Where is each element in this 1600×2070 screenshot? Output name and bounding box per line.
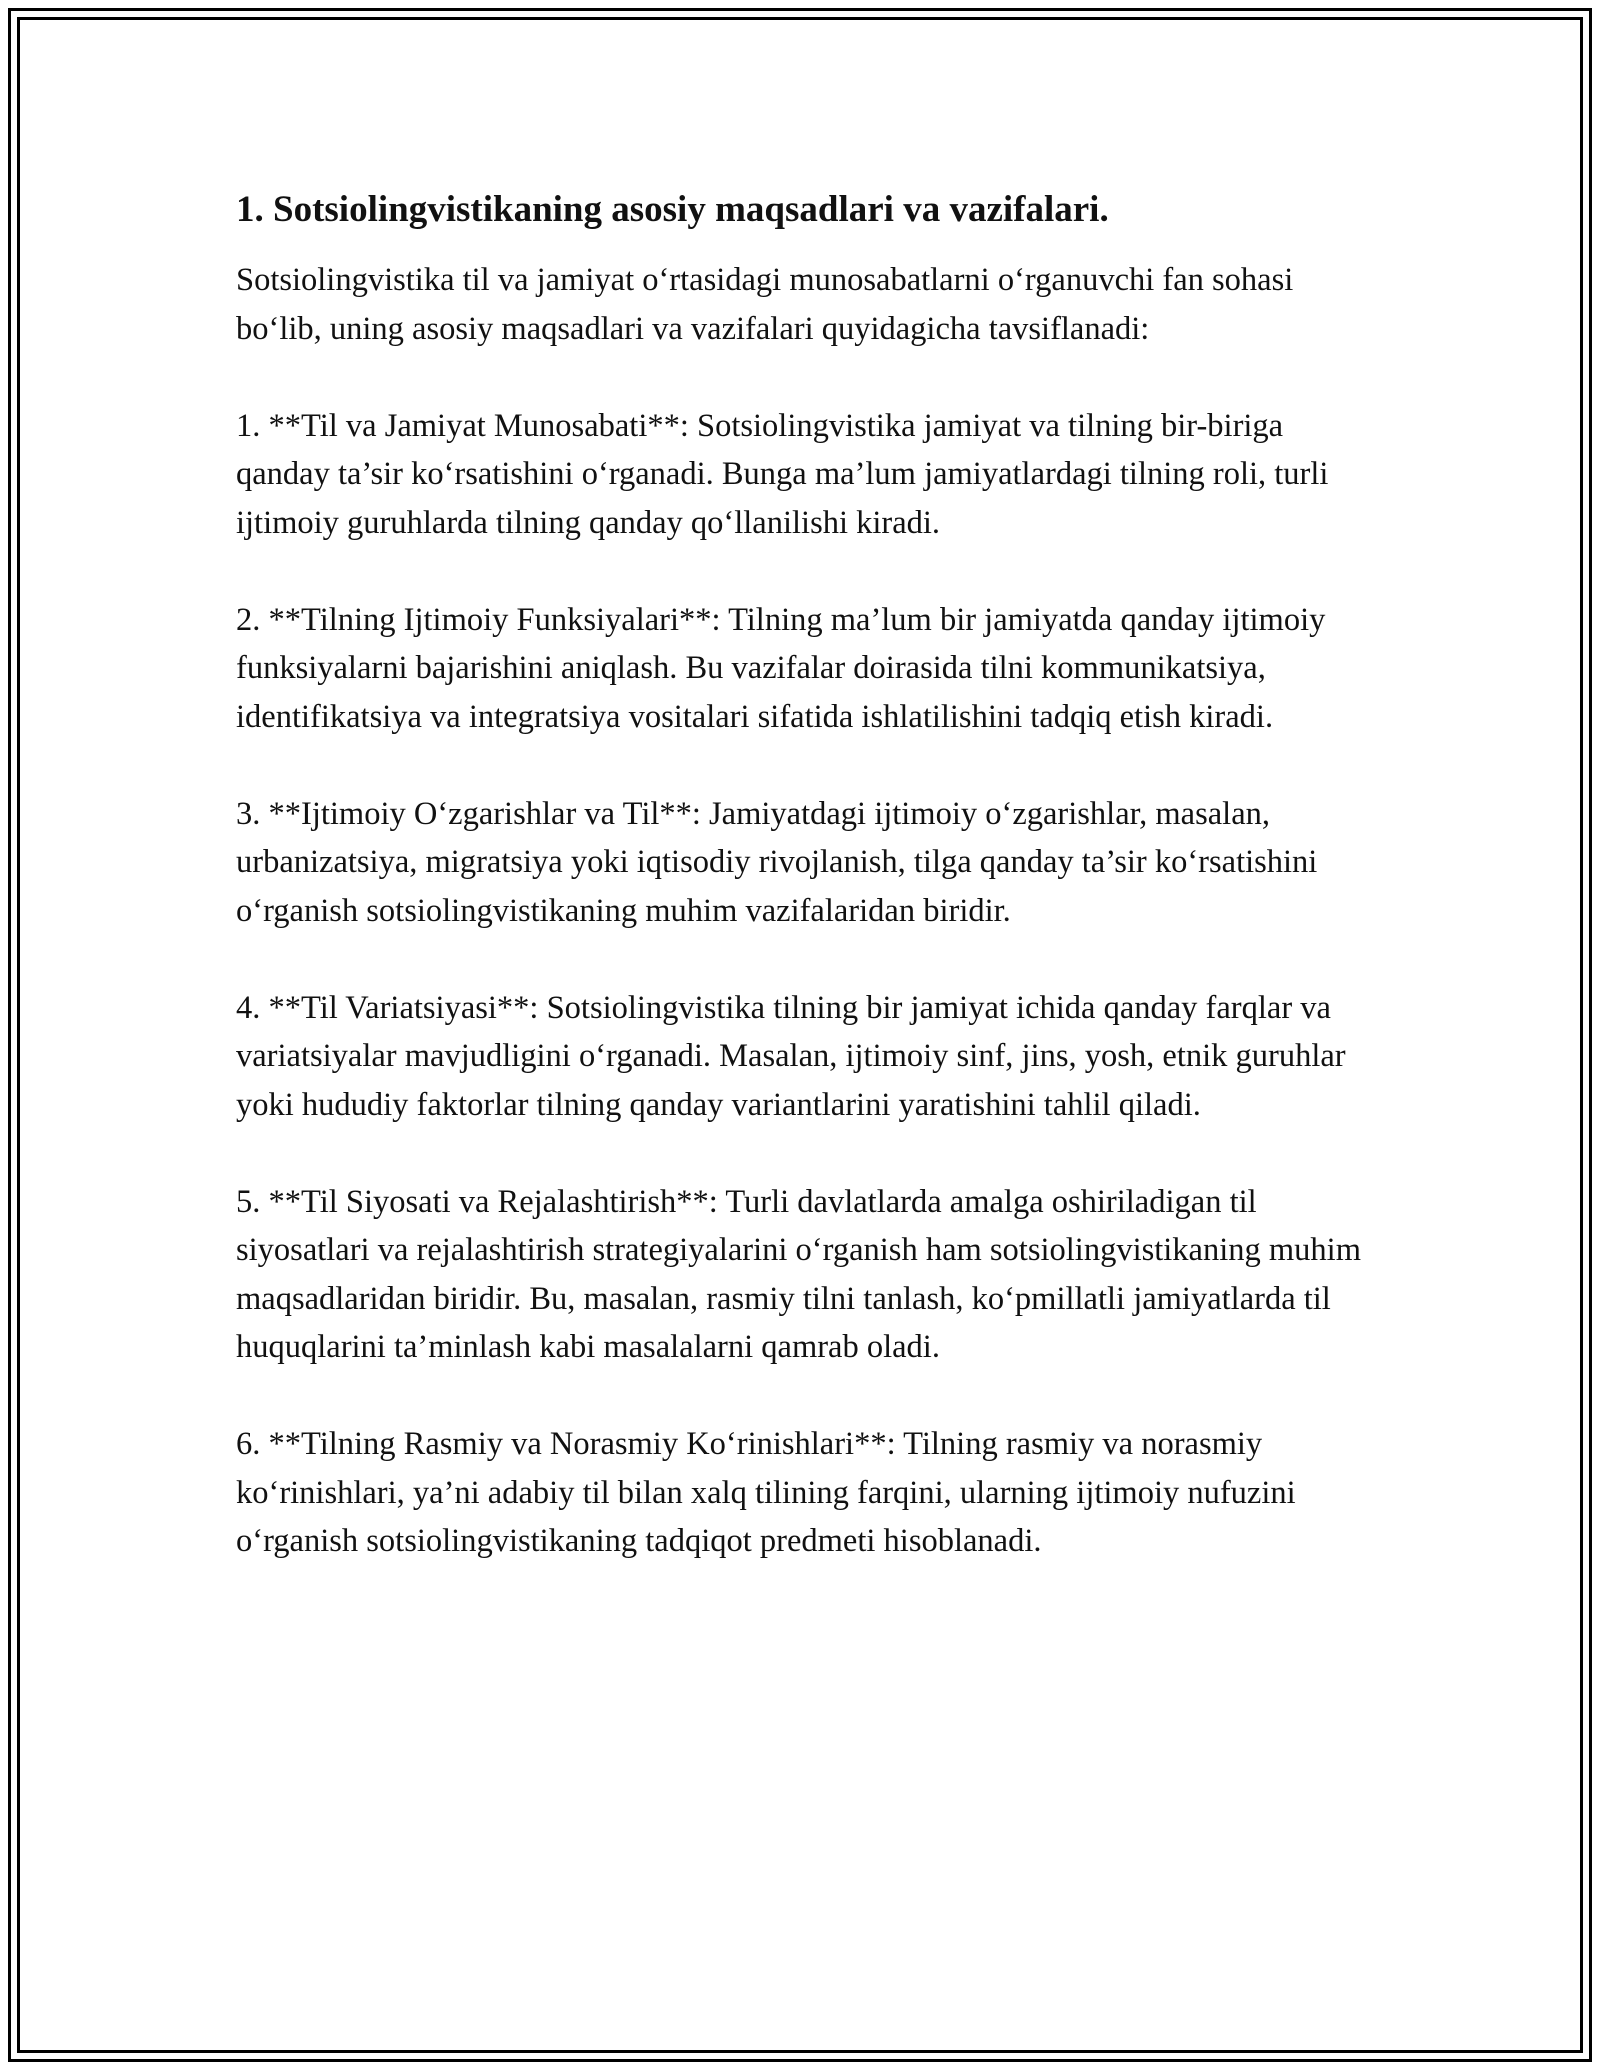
list-item-4: 4. **Til Variatsiyasi**: Sotsiolingvistika tilning bir jamiyat ichida qanday farqlar va variatsiyalar mavjudligini o‘rganadi. Masalan, ijtimoiy sinf, jins, yosh, etnik guruhlar yoki hududiy faktorlar tilning qanday variantlarini yaratishini tahlil qiladi. — [236, 989, 1346, 1123]
list-item-5: 5. **Til Siyosati va Rejalashtirish**: Turli davlatlarda amalga oshiriladigan til siyosatlari va rejalashtirish strategiyalarini o‘rganish ham sotsiolingvistikaning muhim maqsadlaridan biridir. Bu, masalan, rasmiy tilni tanlash, ko‘pmillatli jamiyatlarda til huquqlarini ta’minlash kabi masalalarni qamrab oladi. — [236, 1183, 1361, 1365]
document-heading: 1. Sotsiolingvistikaning asosiy maqsadlari va vazifalari. — [236, 189, 1109, 230]
intro-paragraph: Sotsiolingvistika til va jamiyat o‘rtasidagi munosabatlarni o‘rganuvchi fan sohasi bo‘lib, uning asosiy maqsadlari va vazifalari quyidagicha tavsiflanadi: — [236, 262, 1294, 347]
list-item-3: 3. **Ijtimoiy O‘zgarishlar va Til**: Jamiyatdagi ijtimoiy o‘zgarishlar, masalan, urbanizatsiya, migratsiya yoki iqtisodiy rivojlanish, tilga qanday ta’sir ko‘rsatishini o‘rganish sotsiolingvistikaning muhim vazifalaridan biridir. — [236, 795, 1318, 929]
document-body — [236, 186, 1376, 1614]
list-item-1: 1. **Til va Jamiyat Munosabati**: Sotsiolingvistika jamiyat va tilning bir-biriga qanday ta’sir ko‘rsatishini o‘rganadi. Bunga ma’lum jamiyatlardagi tilning roli, turli ijtimoiy guruhlarda tilning qanday qo‘llanilishi kiradi. — [236, 407, 1329, 541]
list-item-6: 6. **Tilning Rasmiy va Norasmiy Ko‘rinishlari**: Tilning rasmiy va norasmiy ko‘rinishlari, ya’ni adabiy til bilan xalq tilining farqini, ularning ijtimoiy nufuzini o‘rganish sotsiolingvistikaning tadqiqot predmeti hisoblanadi. — [236, 1426, 1296, 1559]
list-item-2: 2. **Tilning Ijtimoiy Funksiyalari**: Tilning ma’lum bir jamiyatda qanday ijtimoiy funksiyalarni bajarishini aniqlash. Bu vazifalar doirasida tilni kommunikatsiya, identifikatsiya va integratsiya vositalari sifatida ishlatilishini tadqiq etish kiradi. — [236, 601, 1326, 735]
